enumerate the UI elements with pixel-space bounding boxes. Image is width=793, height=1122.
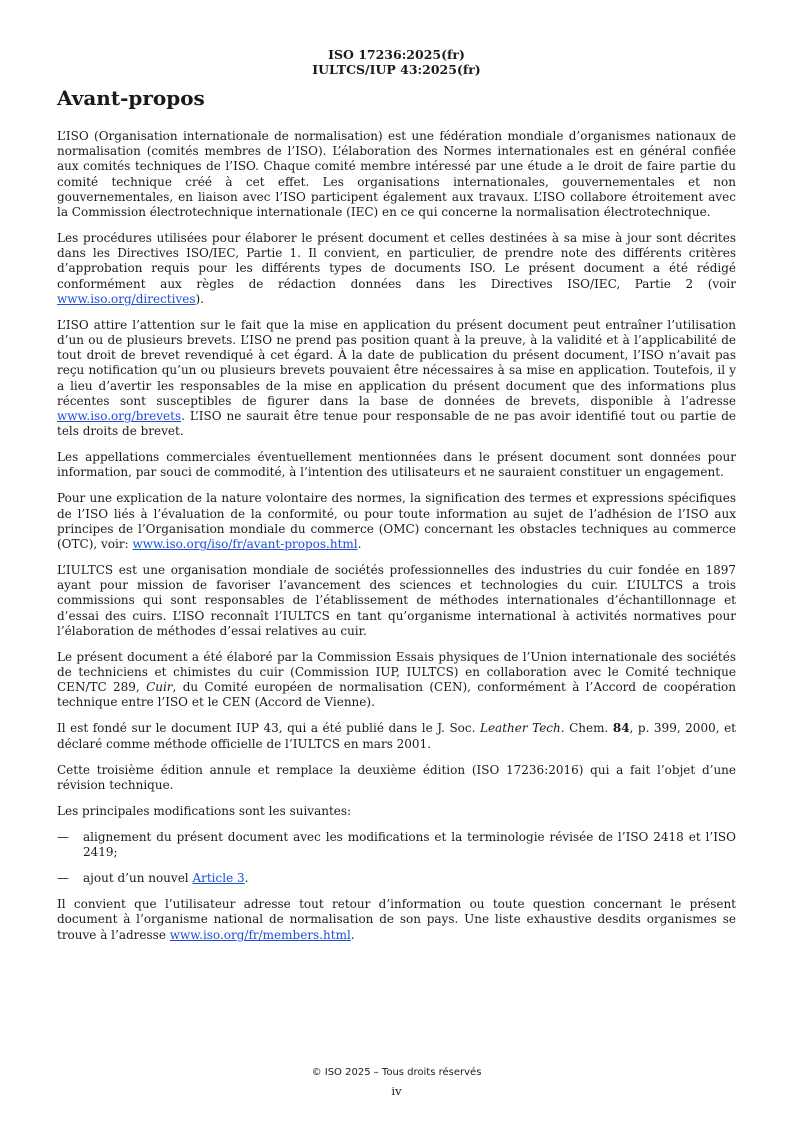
paragraph-text: Pour une explication de la nature volontaire des normes, la signification des termes et expressions spécifiques de l’ISO liés à l’évaluation de la conformité, ou pour toute information au sujet de l’adhésion de l’ISO aux principes de l’Organisation mondiale du commerce (OMC) concernant les obstacles techniques au commerce (OTC), voir: — [57, 491, 736, 552]
paragraph-text: Il convient que l’utilisateur adresse tout retour d’information ou toute question concernant le présent document à l’organisme national de normalisation de son pays. Une liste exhaustive desdits organismes se trouve à l’adresse — [57, 897, 736, 942]
list-dash: — — [57, 871, 69, 886]
paragraph-patents — [57, 318, 736, 440]
paragraph-directives — [57, 231, 736, 307]
document-header — [0, 47, 793, 77]
paragraph-bold-volume: 84 — [612, 721, 630, 736]
list-item — [57, 871, 736, 886]
paragraph-trade-names: Les appellations commerciales éventuellement mentionnées dans le présent document sont données pour information, par souci de commodité, à l’intention des utilisateurs et ne sauraient constituer un engagement. — [57, 450, 736, 480]
link-members[interactable]: www.iso.org/fr/members.html — [169, 927, 351, 942]
paragraph-text: Le présent document a été élaboré par la Commission Essais physiques de l’Union internationale des sociétés de techniciens et chimistes du cuir (Commission IUP, IULTCS) en collaboration avec le Comité technique CEN/TC 289, — [57, 649, 736, 695]
page-title: Avant-propos — [57, 86, 205, 110]
paragraph-text-mid: Chem. — [564, 721, 613, 736]
paragraph-italic: Leather Tech. — [479, 721, 565, 736]
paragraph-iso-intro: L’ISO (Organisation internationale de normalisation) est une fédération mondiale d’organismes nationaux de normalisation (comités membres de l’ISO). L’élaboration des Normes internationales est en général confiée aux comités techniques de l’ISO. Chaque comité membre intéressé par une étude a le droit de faire partie du comité technique créé à cet effet. Les organisations internationales, gouvernementales et non gouvernementales, en liaison avec l’ISO participent également aux travaux. L’ISO collabore étroitement avec la Commission électrotechnique internationale (IEC) en ce qui concerne la normalisation électrotechnique. — [57, 129, 736, 220]
paragraph-text: L’ISO attire l’attention sur le fait que la mise en application du présent document peut entraîner l’utilisation d’un ou de plusieurs brevets. L’ISO ne prend pas position quant à la preuve, à la validité et à l’applicabilité de tout droit de brevet revendiqué à cet égard. À la date de publication du présent document, l’ISO n’avait pas reçu notification qu’un ou plusieurs brevets pouvaient être nécessaires à sa mise en application. Toutefois, il y a lieu d’avertir les responsables de la mise en application du présent document que des informations plus récentes sont susceptibles de figurer dans la base de données de brevets, disponible à l’adresse — [57, 317, 736, 408]
page-footer — [0, 1066, 793, 1098]
header-standard-iultcs: IULTCS/IUP 43:2025(fr) — [312, 62, 481, 77]
foreword-body — [57, 129, 736, 954]
paragraph-feedback — [57, 897, 736, 943]
paragraph-iultcs: L’IULTCS est une organisation mondiale de sociétés professionnelles des industries du cuir fondée en 1897 ayant pour mission de favoriser l’avancement des sciences et technologies du cuir. L’IULTCS a trois commissions qui sont responsables de l’établissement de méthodes internationales d’échantillonnage et d’essai des cuirs. L’ISO reconnaît l’IULTCS en tant qu’organisme international à activités normatives pour l’élaboration de méthodes d’essai relatives au cuir. — [57, 563, 736, 638]
list-item-text: ajout d’un nouvel — [83, 871, 193, 886]
paragraph-italic: Cuir — [146, 680, 173, 695]
paragraph-text-end: ). — [195, 291, 204, 306]
paragraph-text-end: . L’ISO ne saurait être tenue pour responsable de ne pas avoir identifié tout ou partie de tels droits de brevet. — [57, 409, 736, 439]
list-item — [57, 830, 736, 860]
paragraph-based-on — [57, 721, 736, 751]
paragraph-voluntary-nature — [57, 491, 736, 552]
list-dash: — — [57, 829, 69, 844]
page-number: iv — [391, 1084, 402, 1098]
header-standard-iso: ISO 17236:2025(fr) — [328, 47, 465, 62]
paragraph-text: Les procédures utilisées pour élaborer le présent document et celles destinées à sa mise à jour sont décrites dans les Directives ISO/IEC, Partie 1. Il convient, en particulier, de prendre note des différents critères d’approbation requis pour les différents types de documents ISO. Le présent document a été rédigé conformément aux règles de rédaction données dans les Directives ISO/IEC, Partie 2 (voir — [57, 231, 736, 291]
paragraph-text-end: , du Comité européen de normalisation (CEN), conformément à l’Accord de coopération technique entre l’ISO et le CEN (Accord de Vienne). — [57, 680, 736, 710]
link-article-3[interactable]: Article 3 — [192, 871, 245, 886]
copyright-notice: © ISO 2025 – Tous droits réservés — [311, 1067, 482, 1078]
paragraph-prepared-by — [57, 650, 736, 711]
paragraph-text-end: . — [357, 537, 362, 552]
list-item-text: alignement du présent document avec les modifications et la terminologie révisée de l’ISO 2418 et l’ISO 2419; — [83, 829, 736, 860]
paragraph-text: Il est fondé sur le document IUP 43, qui a été publié dans le J. Soc. — [57, 721, 480, 736]
paragraph-edition: Cette troisième édition annule et remplace la deuxième édition (ISO 17236:2016) qui a fait l’objet d’une révision technique. — [57, 762, 736, 792]
paragraph-text-end: , p. 399, 2000, et déclaré comme méthode officielle de l’IULTCS en mars 2001. — [57, 721, 736, 751]
paragraph-text-end: . — [350, 927, 355, 942]
paragraph-changes-intro: Les principales modifications sont les suivantes: — [57, 803, 352, 818]
link-directives[interactable]: www.iso.org/directives — [57, 291, 196, 306]
list-item-text-end: . — [244, 871, 249, 886]
link-patents[interactable]: www.iso.org/brevets — [57, 409, 182, 424]
changes-list — [57, 830, 736, 886]
link-foreword-info[interactable]: www.iso.org/iso/fr/avant-propos.html — [132, 537, 358, 552]
